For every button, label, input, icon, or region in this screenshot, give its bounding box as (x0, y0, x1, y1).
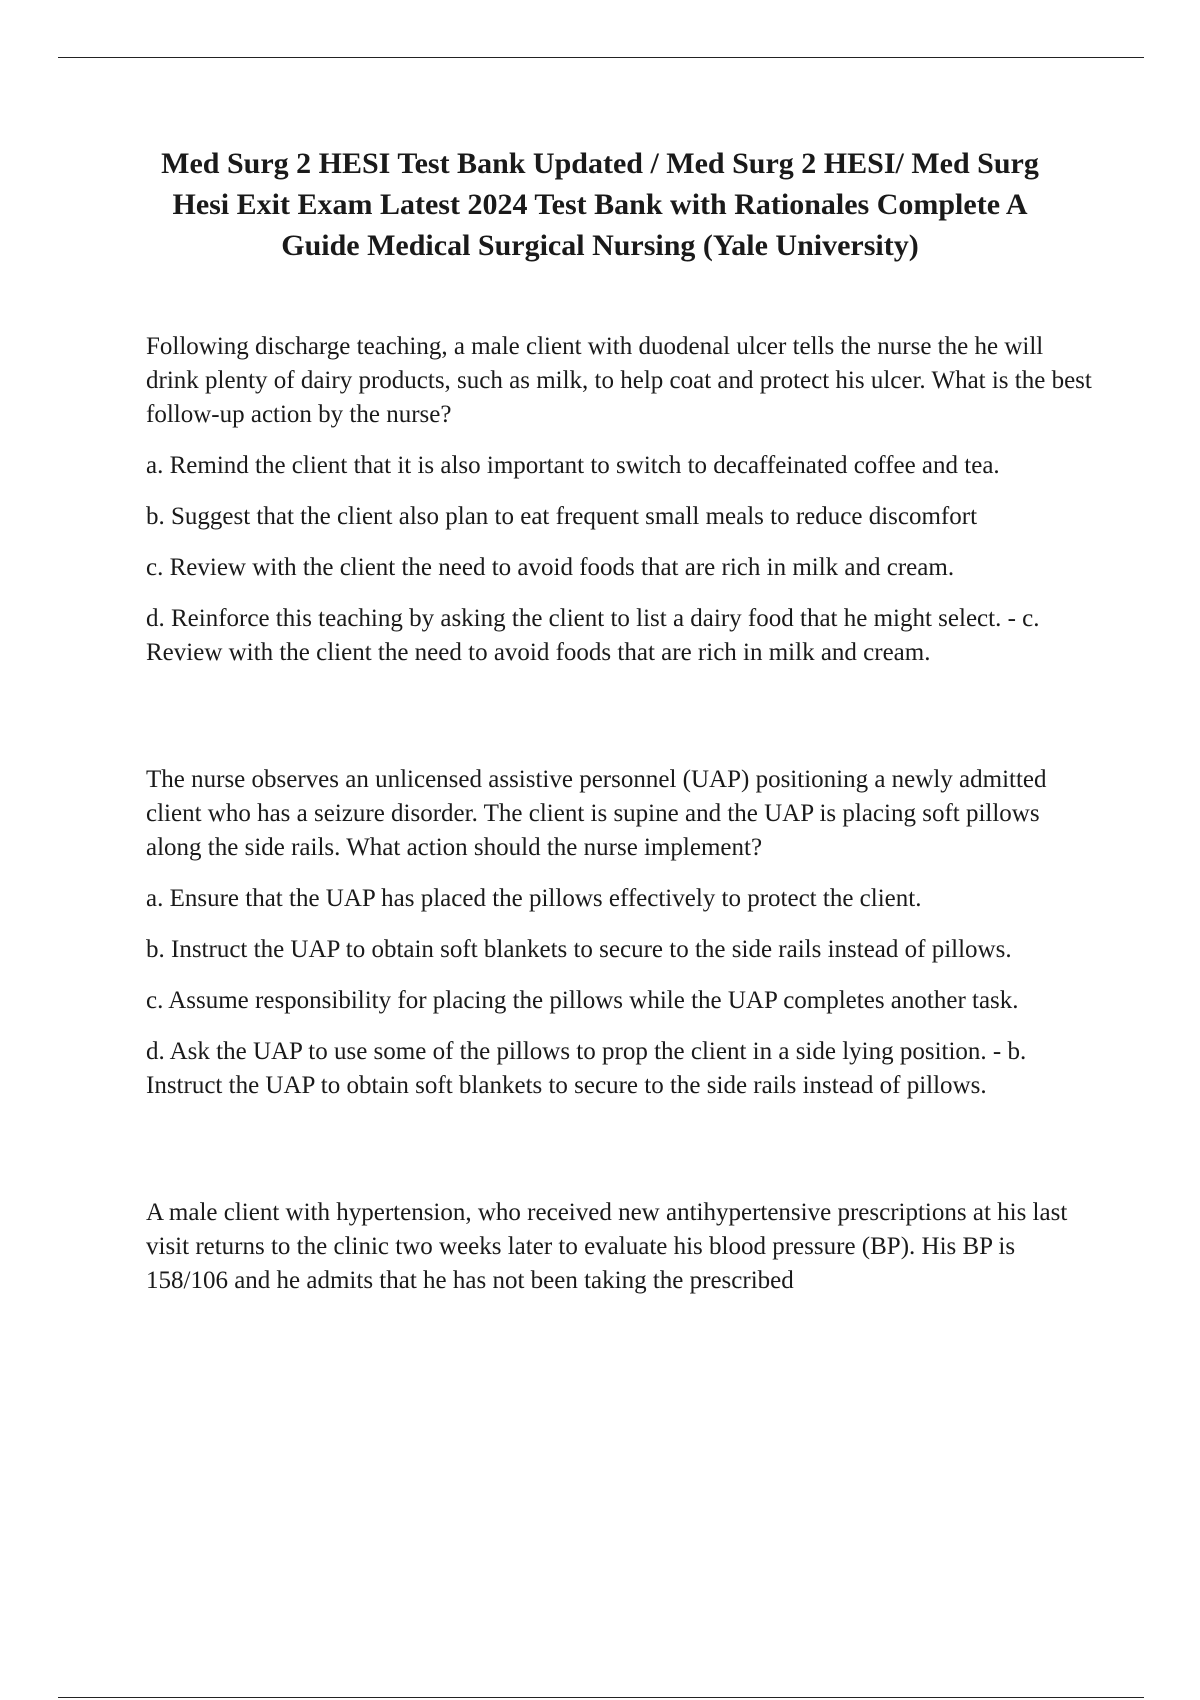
question-1-stem: Following discharge teaching, a male client with duodenal ulcer tells the nurse the he will drink plenty of dairy products, such as milk, to help coat and protect his ulcer. What is the best follow-up action by the nurse? (146, 333, 1092, 428)
question-2-option-a: a. Ensure that the UAP has placed the pillows effectively to protect the client. (146, 885, 922, 912)
question-2-option-d: d. Ask the UAP to use some of the pillows to prop the client in a side lying position. - b. Instruct the UAP to obtain soft blankets to secure to the side rails instead of pillows. (146, 1038, 1027, 1099)
question-2-option-c: c. Assume responsibility for placing the pillows while the UAP completes another task. (146, 987, 1019, 1014)
question-2 (146, 763, 1096, 1103)
question-1-option-a: a. Remind the client that it is also important to switch to decaffeinated coffee and tea. (146, 452, 1000, 479)
document-body (146, 330, 1096, 1391)
question-3-stem: A male client with hypertension, who received new antihypertensive prescriptions at his last visit returns to the clinic two weeks later to evaluate his blood pressure (BP). His BP is 158/106 and he admits that he has not been taking the prescribed (146, 1199, 1068, 1294)
question-1 (146, 330, 1096, 670)
question-3 (146, 1196, 1096, 1298)
bottom-rule (58, 1697, 1144, 1698)
question-1-option-b: b. Suggest that the client also plan to eat frequent small meals to reduce discomfort (146, 503, 978, 530)
question-1-option-c: c. Review with the client the need to avoid foods that are rich in milk and cream. (146, 554, 955, 581)
question-2-option-b: b. Instruct the UAP to obtain soft blankets to secure to the side rails instead of pillows. (146, 936, 1012, 963)
document-title: Med Surg 2 HESI Test Bank Updated / Med Surg 2 HESI/ Med Surg Hesi Exit Exam Latest 2024 Test Bank with Rationales Complete A Guide Medical Surgical Nursing (Yale University) (161, 147, 1039, 262)
question-2-stem: The nurse observes an unlicensed assistive personnel (UAP) positioning a newly admitted client who has a seizure disorder. The client is supine and the UAP is placing soft pillows along the side rails. What action should the nurse implement? (146, 766, 1047, 861)
top-rule (58, 57, 1144, 58)
question-1-option-d: d. Reinforce this teaching by asking the client to list a dairy food that he might select. - c. Review with the client the need to avoid foods that are rich in milk and cream. (146, 605, 1040, 666)
